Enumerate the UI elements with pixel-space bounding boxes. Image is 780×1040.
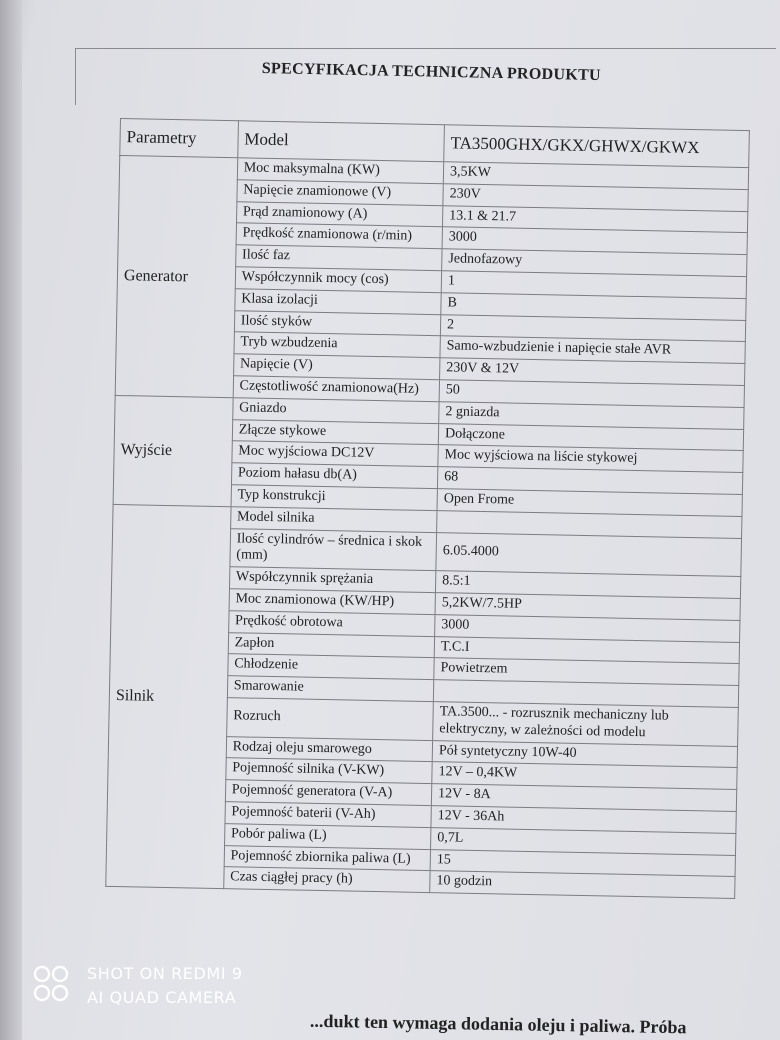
param-cell: Złącze stykowe [232,419,439,445]
value-cell: 6.05.4000 [436,532,742,576]
param-cell: Prędkość obrotowa [228,610,435,636]
param-cell: Moc znamionowa (KW/HP) [229,589,436,615]
param-cell: Smarowanie [227,676,434,702]
param-cell: Typ konstrukcji [231,485,438,511]
param-cell: Ilość faz [235,245,442,271]
group-silnik: Silnik [106,504,231,889]
value-cell: 1 [441,271,746,299]
value-cell: Jednofazowy [442,249,747,277]
value-cell: 8.5:1 [435,571,740,599]
header-model-label: Model [237,121,444,162]
param-cell: Rodzaj oleju smarowego [226,736,433,762]
param-cell: Chłodzenie [228,654,435,680]
value-cell: 50 [439,380,744,408]
value-cell: 2 [440,314,745,342]
param-cell: Pojemność silnika (V-KW) [226,758,433,784]
value-cell: 10 godzin [430,871,735,899]
value-cell: 13.1 & 21.7 [442,205,747,233]
param-cell: Gniazdo [232,397,439,423]
param-cell: Pojemność generatora (V-A) [225,780,432,806]
value-cell: B [441,292,746,320]
param-cell: Moc maksymalna (KW) [237,158,444,184]
page-spine-shadow [0,0,22,1040]
value-cell: Moc wyjściowa na liście stykowej [438,445,743,473]
value-cell: 230V [443,184,748,212]
group-wyjscie: Wyjście [113,395,233,506]
param-cell: Pojemność baterii (V-Ah) [225,802,432,828]
param-cell: Pobór paliwa (L) [224,823,431,849]
param-cell: Zapłon [228,632,435,658]
value-cell: Powietrzem [434,658,739,686]
param-cell: Prąd znamionowy (A) [236,201,443,227]
value-cell: 230V & 12V [440,358,745,386]
param-cell: Czas ciągłej pracy (h) [223,867,430,893]
param-cell: Ilość cylindrów – średnica i skok (mm) [230,528,437,571]
header-model-value: TA3500GHX/GKX/GHWX/GKWX [444,125,750,168]
param-cell: Tryb wzbudzenia [234,332,441,358]
value-cell: 3,5KW [443,162,748,190]
group-generator: Generator [115,156,237,398]
param-cell: Prędkość znamionowa (r/min) [236,223,443,249]
param-cell: Klasa izolacji [235,289,442,315]
value-cell: 12V - 8A [431,784,736,812]
param-cell: Pojemność zbiornika paliwa (L) [224,845,431,871]
param-cell: Współczynnik mocy (cos) [235,267,442,293]
param-cell: Częstotliwość znamionowa(Hz) [233,376,440,402]
value-cell: 12V – 0,4KW [432,762,737,790]
value-cell: 3000 [435,614,740,642]
param-cell: Rozruch [226,698,433,741]
value-cell: Samo-wzbudzienie i napięcie stałe AVR [440,336,745,364]
value-cell: 2 gniazda [439,401,744,429]
watermark-line2: AI QUAD CAMERA [87,988,237,1007]
value-cell: Dołączone [438,423,743,451]
value-cell: 0,7L [431,827,736,855]
value-cell: T.C.I [434,636,739,664]
value-cell: TA.3500... - rozrusznik mechaniczny lub elektryczny, w zależności od modelu [433,702,739,746]
value-cell: 12V - 36Ah [431,806,736,834]
value-cell: 68 [437,467,742,495]
value-cell: 5,2KW/7.5HP [435,593,740,621]
param-cell: Poziom hałasu db(A) [231,463,438,489]
param-cell: Napięcie znamionowe (V) [237,180,444,206]
value-cell: Pół syntetyczny 10W-40 [432,740,737,768]
param-cell: Ilość styków [234,310,441,336]
param-cell: Model silnika [230,506,437,532]
footer-text: ...dukt ten wymaga dodania oleju i paliwa. Próba [309,1010,687,1038]
header-parametry: Parametry [120,119,238,158]
param-cell: Napięcie (V) [233,354,440,380]
spec-sheet [105,118,750,899]
value-cell: 15 [430,849,735,877]
camera-dots-icon [32,964,72,1004]
page-title: SPECYFIKACJA TECHNICZNA PRODUKTU [261,60,602,85]
param-cell: Moc wyjściowa DC12V [232,441,439,467]
param-cell: Współczynnik sprężania [229,567,436,593]
watermark-line1: SHOT ON REDMI 9 [87,964,243,983]
spec-table [105,118,750,899]
value-cell: 3000 [442,227,747,255]
value-cell: Open Frome [437,489,742,517]
